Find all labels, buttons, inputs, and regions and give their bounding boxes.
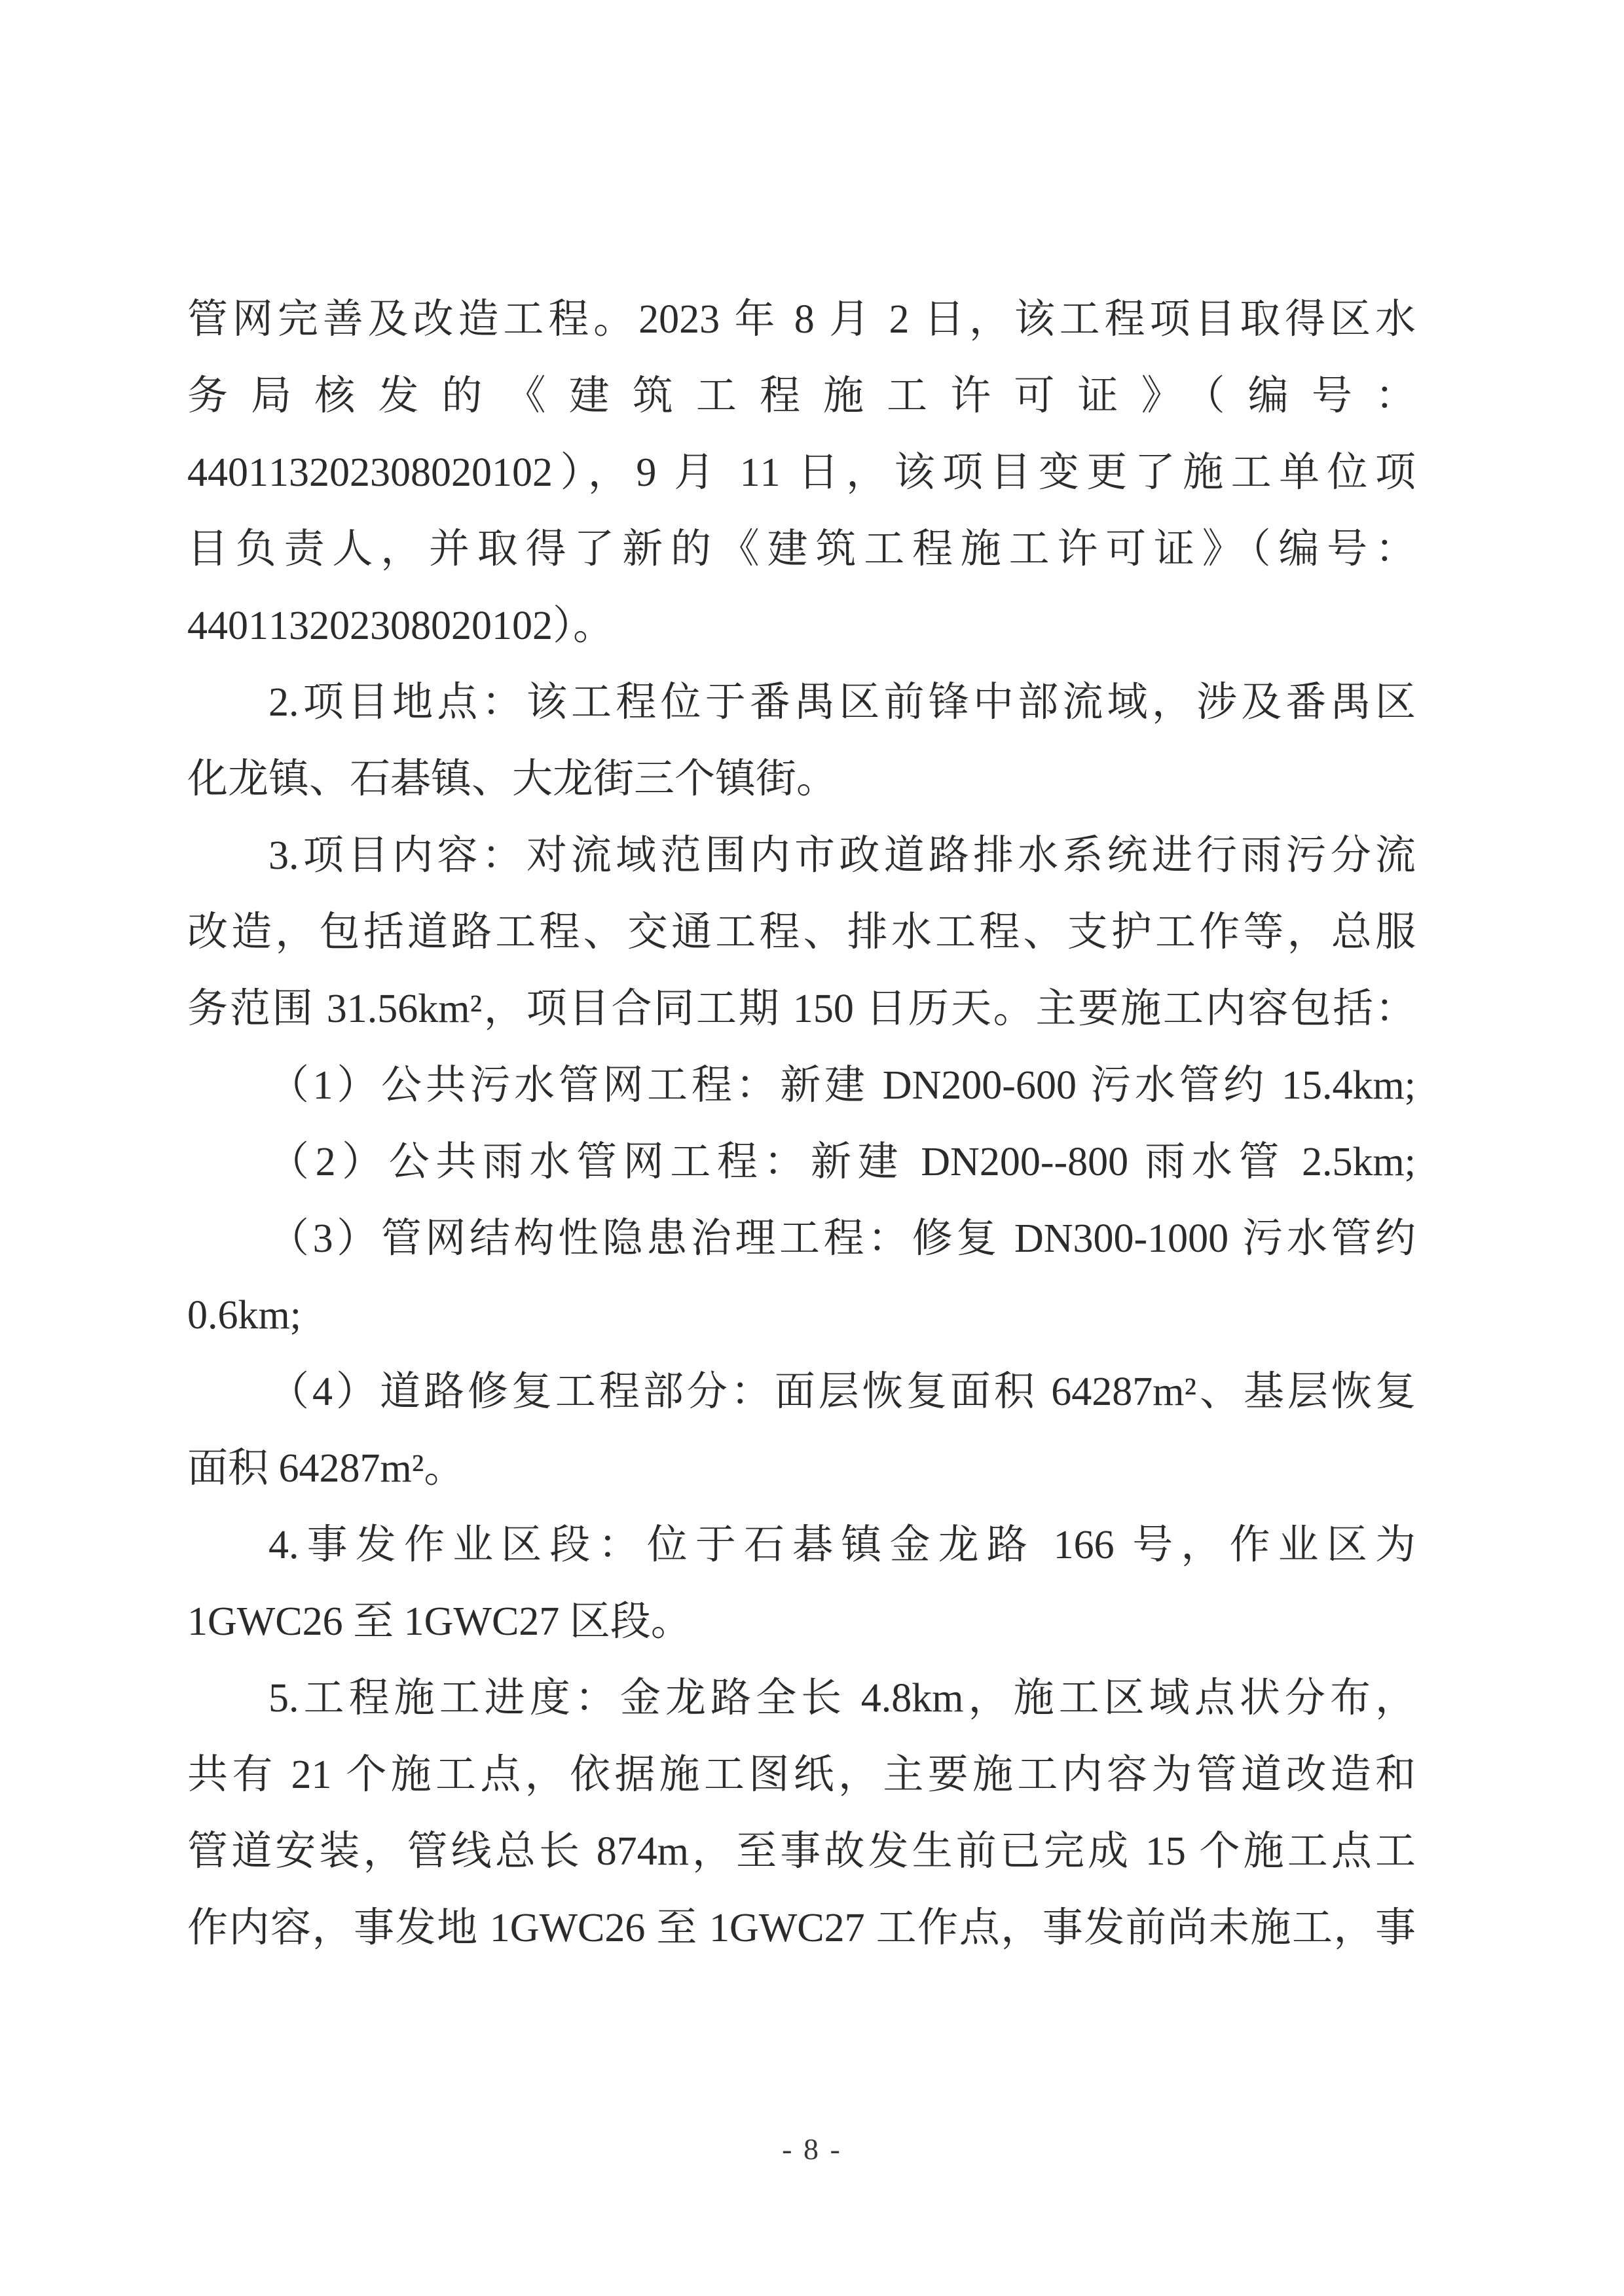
text-line: （3）管网结构性隐患治理工程：修复 DN300-1000 污水管约 bbox=[268, 1216, 1416, 1261]
text-line: 0.6km; bbox=[187, 1293, 301, 1338]
text-line: 作内容，事发地 1GWC26 至 1GWC27 工作点，事发前尚未施工，事 bbox=[187, 1906, 1416, 1950]
text-line: 改造，包括道路工程、交通工程、排水工程、支护工作等，总服 bbox=[187, 910, 1416, 955]
text-line: 目负责人，并取得了新的《建筑工程施工许可证》（编号： bbox=[187, 527, 1416, 572]
text-line: 务局核发的《建筑工程施工许可证》（编号： bbox=[187, 374, 1416, 418]
text-line: 4.事发作业区段：位于石碁镇金龙路 166 号，作业区为 bbox=[268, 1523, 1416, 1567]
text-line: 化龙镇、石碁镇、大龙街三个镇街。 bbox=[187, 757, 838, 801]
text-line: 440113202308020102）。 bbox=[187, 604, 614, 648]
text-line: 440113202308020102），9 月 11 日，该项目变更了施工单位项 bbox=[187, 450, 1416, 495]
text-line: （4）道路修复工程部分：面层恢复面积 64287m²、基层恢复 bbox=[268, 1370, 1416, 1414]
text-line: 共有 21 个施工点，依据施工图纸，主要施工内容为管道改造和 bbox=[187, 1753, 1416, 1797]
text-line: 3.项目内容：对流域范围内市政道路排水系统进行雨污分流 bbox=[268, 833, 1416, 878]
text-line: 务范围 31.56km²，项目合同工期 150 日历天。主要施工内容包括： bbox=[187, 987, 1416, 1031]
text-line: （2）公共雨水管网工程：新建 DN200--800 雨水管 2.5km; bbox=[268, 1140, 1416, 1184]
text-line: 1GWC26 至 1GWC27 区段。 bbox=[187, 1599, 692, 1644]
text-line: 管道安装，管线总长 874m，至事故发生前已完成 15 个施工点工 bbox=[187, 1829, 1416, 1874]
text-line: 面积 64287m²。 bbox=[187, 1446, 465, 1491]
text-line: （1）公共污水管网工程：新建 DN200-600 污水管约 15.4km; bbox=[268, 1063, 1416, 1108]
page-number: - 8 - bbox=[782, 2132, 842, 2166]
text-line: 5.工程施工进度：金龙路全长 4.8km，施工区域点状分布， bbox=[268, 1676, 1416, 1721]
text-line: 2.项目地点：该工程位于番禺区前锋中部流域，涉及番禺区 bbox=[268, 680, 1416, 725]
text-line: 管网完善及改造工程。2023 年 8 月 2 日，该工程项目取得区水 bbox=[187, 297, 1416, 342]
document-body bbox=[187, 282, 1416, 1967]
